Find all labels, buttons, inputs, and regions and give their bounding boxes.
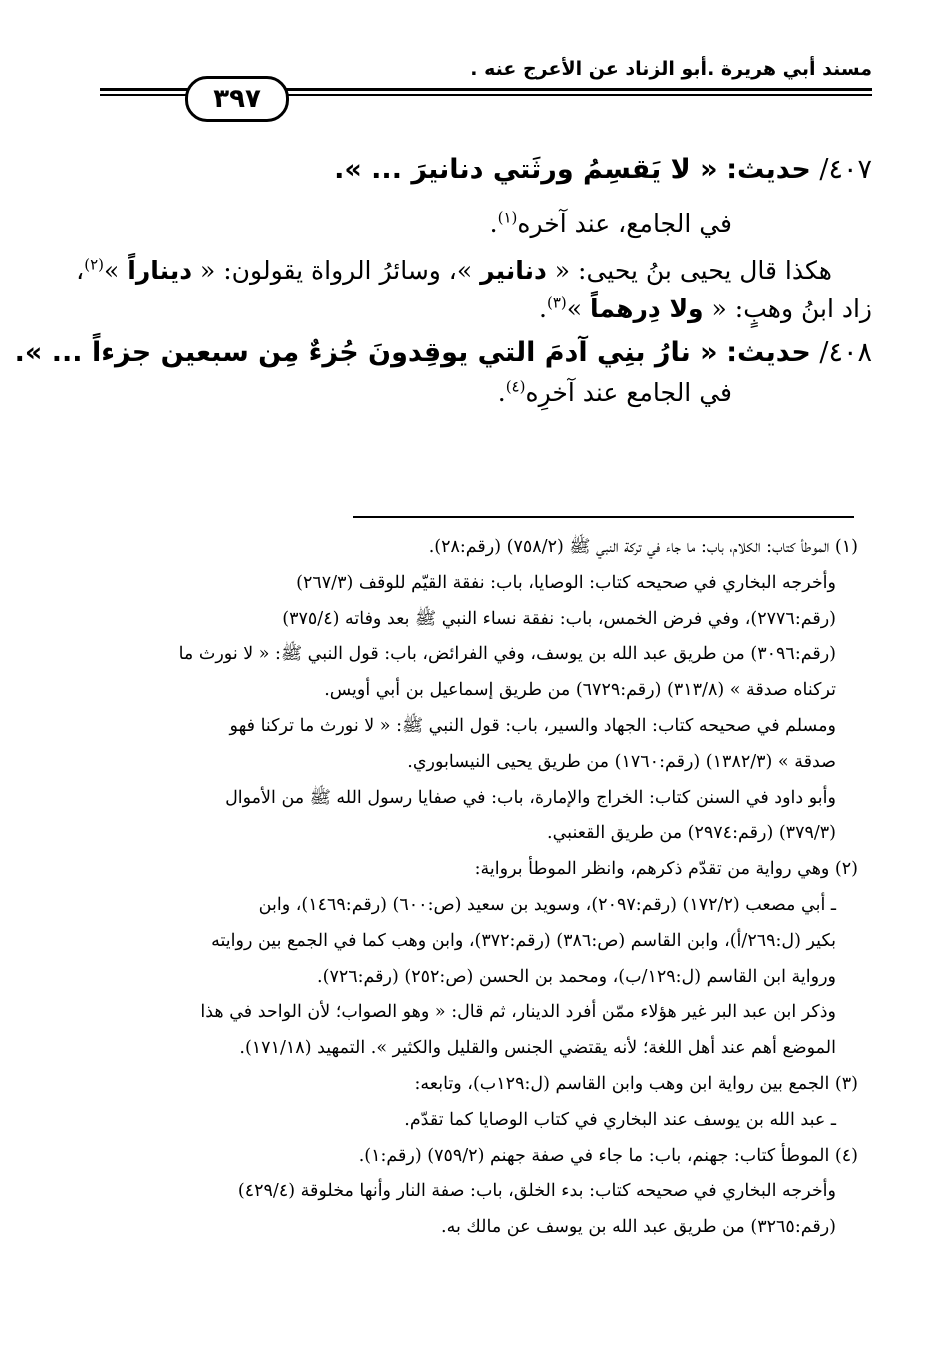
hadith-408 xyxy=(14,333,872,374)
source-line-408: في الجامع عند آخرِه$^{(٤)}$. xyxy=(497,377,732,407)
hadith-text: « نارُ بنِي آدمَ التي يوقِدونَ جُزءٌ مِن سبعين جزءاً ... ». xyxy=(14,337,718,368)
footnote-line: (رقم:٢٧٧٦)، وفي فرض الخمس، باب: نفقة نساء النبي ﷺ بعد وفاته (٣٧٥/٤) xyxy=(282,608,836,629)
footnote-line: (٢) وهي رواية من تقدّم ذكرهم، وانظر الموطأ برواية: xyxy=(474,859,858,880)
footnote-separator xyxy=(353,516,854,518)
footnote-line: وأبو داود في السنن كتاب: الخراج والإمارة، باب: في صفايا رسول الله ﷺ من الأموال xyxy=(225,787,836,808)
footnote-ref-2: (٢) xyxy=(84,255,105,274)
footnote-line: (رقم:٣٢٦٥) من طريق عبد الله بن يوسف عن مالك به. xyxy=(441,1217,836,1238)
footnote-line: الموضع أهم عند أهل اللغة؛ لأنه يقتضي الجنس والقليل والكثير ». التمهيد (١٧١/١٨). xyxy=(239,1038,836,1059)
hadith-407 xyxy=(98,150,872,191)
addition-line: زاد ابنُ وهبٍ: « ولا دِرهماً »$^{(٣)}$. xyxy=(539,293,872,323)
footnote-line: صدقة » (١٣٨٢/٣) (رقم:١٧٦٠) من طريق يحيى النيسابوري. xyxy=(407,751,836,772)
footnote-line: وأخرجه البخاري في صحيحه كتاب: بدء الخلق، باب: صفة النار وأنها مخلوقة (٤٢٩/٤) xyxy=(237,1181,836,1202)
page-number: ٣٩٧ xyxy=(185,76,289,122)
footnote-line: (رقم:٣٠٩٦) من طريق عبد الله بن يوسف، وفي الفرائض، باب: قول النبي ﷺ: « لا نورث ما xyxy=(178,644,836,665)
footnote-line: ورواية ابن القاسم (ل:١٢٩/ب)، ومحمد بن الحسن (ص:٢٥٢) (رقم:٧٢٦). xyxy=(317,966,836,987)
hadith-keyword: حديث: xyxy=(726,154,811,185)
footnote-line: بكير (ل:٢٦٩/أ)، وابن القاسم (ص:٣٨٦) (رقم:٣٧٢)، وابن وهب كما في الجمع بين روايته xyxy=(211,930,836,951)
footnote-line: وذكر ابن عبد البر غير هؤلاء ممّن أفرد الدينار، ثم قال: « وهو الصواب؛ لأن الواحد في هذا xyxy=(200,1002,836,1023)
hadith-number: ٤٠٧/ xyxy=(819,154,872,185)
footnote-line: ـ عبد الله بن يوسف عند البخاري في كتاب الوصايا كما تقدّم. xyxy=(404,1109,836,1130)
hadith-text: « لا يَقسِمُ ورثَتي دنانيرَ ... ». xyxy=(334,154,718,185)
footnote-line: ومسلم في صحيحه كتاب: الجهاد والسير، باب: قول النبي ﷺ: « لا نورث ما تركنا فهو xyxy=(229,715,836,736)
footnote-line: (٣٧٩/٣) (رقم:٢٩٧٤) من طريق القعنبي. xyxy=(547,823,836,844)
footnote-ref-4: (٤) xyxy=(505,377,526,396)
main-text xyxy=(14,150,872,411)
footnote-ref-3: (٣) xyxy=(547,293,567,312)
running-title: مسند أبي هريرة .أبو الزناد عن الأعرج عنه . xyxy=(470,58,872,80)
footnote-ref-1: (١) xyxy=(497,208,518,227)
hadith-number: ٤٠٨/ xyxy=(819,337,872,368)
variant-line: هكذا قال يحيى بنُ يحيى: « دنانير »، وسائرُ الرواة يقولون: « ديناراً »$^{(٢)}$، xyxy=(76,255,832,285)
footnote-line: تركناه صدقة » (٣١٣/٨) (رقم:٦٧٢٩) من طريق إسماعيل بن أبي أويس. xyxy=(324,680,836,701)
footnotes xyxy=(102,530,858,1246)
hadith-keyword: حديث: xyxy=(726,337,811,368)
footnote-line: (٣) الجمع بين رواية ابن وهب وابن القاسم (ل:١٢٩ب)، وتابعه: xyxy=(414,1073,858,1094)
footnote-line: وأخرجه البخاري في صحيحه كتاب: الوصايا، باب: نفقة القيّم للوقف (٢٦٧/٣) xyxy=(296,572,836,593)
footnote-line: ـ أبي مصعب (١٧٢/٢) (رقم:٢٠٩٧)، وسويد بن سعيد (ص:٦٠٠) (رقم:١٤٦٩)، وابن xyxy=(258,894,836,915)
source-line-407: في الجامع، عند آخره$^{(١)}$. xyxy=(489,208,732,238)
footnote-line: (٤) الموطأ كتاب: جهنم، باب: ما جاء في صفة جهنم (٧٥٩/٢) (رقم:١). xyxy=(358,1145,858,1166)
footnote-line: (١) الموطأ كتاب: الكلام، باب: ما جاء في تركة النبي ﷺ (٧٥٨/٢) (رقم:٢٨). xyxy=(428,537,858,557)
